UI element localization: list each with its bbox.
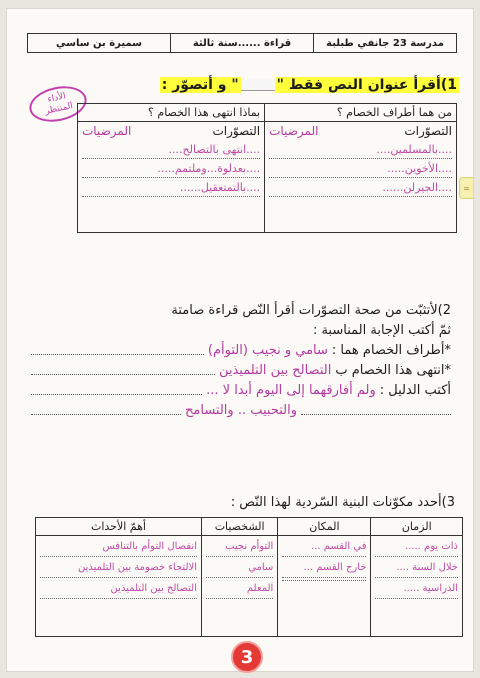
worksheet-page xyxy=(6,8,474,672)
chars-line-2: سامي xyxy=(206,559,273,578)
table1-header-right: من هما أطراف الخصام ؟ xyxy=(265,104,457,122)
left-line-3: ....بالتمتعقيل...... xyxy=(82,180,260,197)
q2-item-1-dots xyxy=(31,341,204,355)
events-line-2: الالتجاء خصومة بين التلميذين xyxy=(40,559,197,578)
t3-header-time: الزمان xyxy=(371,518,463,536)
page-number-badge: 3 xyxy=(231,641,263,673)
right-line-1: ....بالمسلمين.... xyxy=(269,142,452,159)
t3-cell-place xyxy=(278,536,371,637)
q2-item-2 xyxy=(31,361,451,381)
q2-item-4-answer: والتحبيب .. والتسامح xyxy=(185,403,297,418)
chars-line-1: التوأم نجيب xyxy=(206,538,273,557)
sub-right-ink: المرضيات xyxy=(269,124,319,138)
stamp-line1: الأداء xyxy=(46,91,67,105)
question-1-suffix: " و أتصوّر : xyxy=(161,77,239,93)
q2-item-1-answer: سامي و نجيب (التوأم) xyxy=(207,343,328,358)
q2-item-4-dots-b xyxy=(31,401,181,415)
table1-cell-left xyxy=(78,122,265,233)
q2-intro-2: ثمّ أكتب الإجابة المناسبة : xyxy=(312,323,451,338)
side-bookmark-tab[interactable]: = xyxy=(459,177,473,199)
left-line-1: ....انتهى بالتصالح.... xyxy=(82,142,260,159)
place-line-3 xyxy=(282,580,366,581)
place-line-1: في القسم ... xyxy=(282,538,366,557)
predictions-table xyxy=(77,103,457,233)
sub-right-label: التصوّرات xyxy=(404,124,452,138)
header-bar xyxy=(27,33,457,53)
school-name: مدرسة 23 جانفي طبلبة xyxy=(313,34,456,52)
redacted-title xyxy=(241,79,275,91)
question-2 xyxy=(31,301,451,421)
stamp-line2: المنتظر xyxy=(44,101,74,117)
q2-item-4-dots-a xyxy=(301,401,451,415)
teacher-name: سميرة بن ساسي xyxy=(56,37,143,49)
time-line-1: ذات يوم ..... xyxy=(375,538,458,557)
place-line-2: خارج القسم ... xyxy=(282,559,366,578)
q2-item-3-dots xyxy=(31,381,202,395)
t3-header-events: أهمّ الأحداث xyxy=(36,518,202,536)
t3-cell-characters xyxy=(201,536,277,637)
subject-label: قراءة ......سنة ثالثة xyxy=(170,34,313,52)
time-line-3: الدراسية ..... xyxy=(375,580,458,599)
q2-intro-1: 2)لأتثبّت من صحة التصوّرات أقرأ النّص قراءة صامتة xyxy=(171,303,451,318)
question-3: 3)أحدد مكوّنات البنية السّردية لهذا النّص : xyxy=(230,495,455,510)
t3-cell-time xyxy=(371,536,463,637)
t3-cell-events xyxy=(36,536,202,637)
question-1-prefix: 1)أقرأ عنوان النص فقط " xyxy=(276,77,457,93)
q2-item-1 xyxy=(31,341,451,361)
sub-left-label: التصوّرات xyxy=(212,124,261,138)
table1-cell-right xyxy=(265,122,457,233)
q2-item-4 xyxy=(31,401,451,421)
events-line-3: التصالح بين التلميذين xyxy=(40,580,197,599)
q2-item-3-label: أكتب الدليل : xyxy=(379,383,451,398)
q2-item-2-label: *انتهى هذا الخصام ب xyxy=(335,363,451,378)
table1-header-left: بماذا انتهى هذا الخصام ؟ xyxy=(78,104,265,122)
q2-item-2-dots xyxy=(31,361,215,375)
t3-header-characters: الشخصيات xyxy=(201,518,277,536)
t3-header-place: المكان xyxy=(278,518,371,536)
right-line-2: ....الأخوين..... xyxy=(269,161,452,178)
sub-left-ink: المرضيات xyxy=(82,124,132,138)
right-line-3: ....الجيرلن...... xyxy=(269,180,452,197)
time-line-2: خلال السنة .... xyxy=(375,559,458,578)
left-line-2: ....بعدلوة...وملتمم..... xyxy=(82,161,260,178)
question-1 xyxy=(160,77,459,93)
q2-item-1-label: *أطراف الخصام هما : xyxy=(331,343,451,358)
narrative-structure-table xyxy=(35,517,463,637)
q2-item-3 xyxy=(31,381,451,401)
q2-item-3-answer: ولم أفارقهما إلى اليوم أبدا لا ... xyxy=(206,383,376,398)
events-line-1: انفصال التوأم بالتنافس xyxy=(40,538,197,557)
q2-item-2-answer: التصالح بين التلميذين xyxy=(218,363,332,378)
chars-line-3: المعلم xyxy=(206,580,273,599)
